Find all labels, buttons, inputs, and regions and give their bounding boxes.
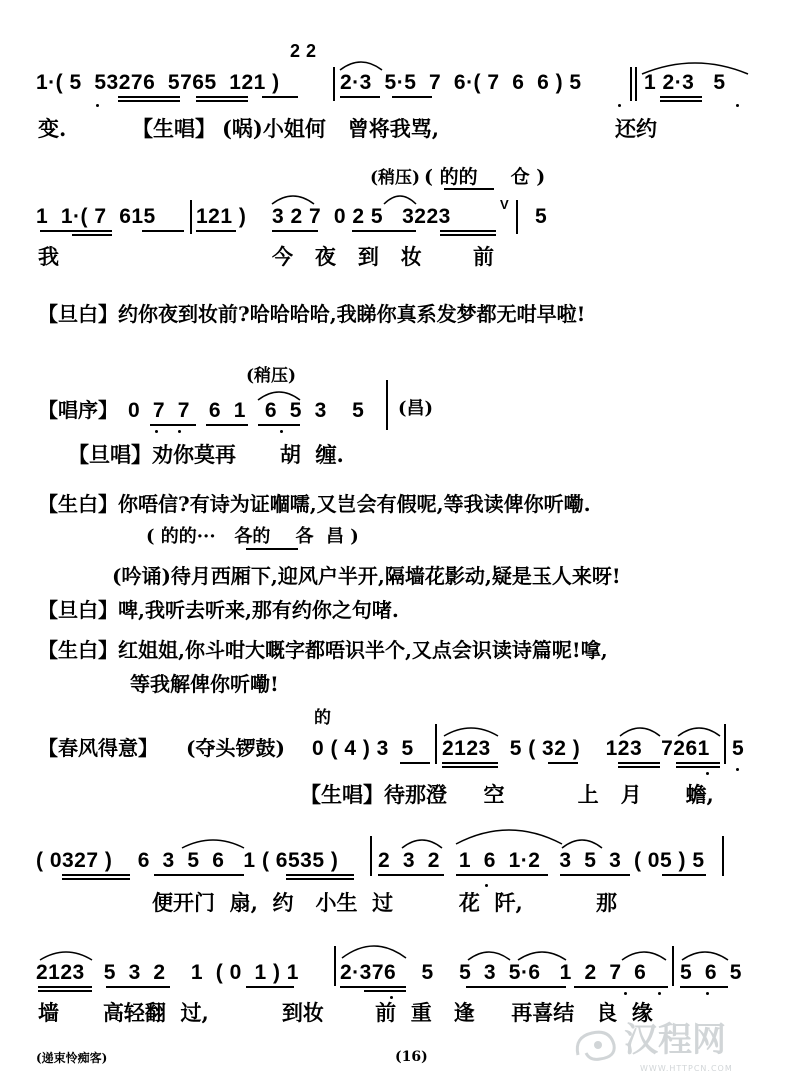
slur [618, 722, 662, 738]
notation-5a: ( 0327 ) 6 3 5 6 1 ( 6535 ) [36, 849, 339, 872]
beam [340, 986, 406, 988]
beam [40, 230, 112, 232]
low-dot [624, 992, 627, 995]
gong-cue: (夺头锣鼓) [186, 736, 285, 760]
beam [676, 766, 720, 768]
mark-di: 的 [314, 708, 331, 728]
slur [382, 190, 418, 206]
lyrics-1a: 变. [38, 116, 67, 141]
beam [548, 762, 578, 764]
low-dot [96, 104, 99, 107]
dialog-role: 【旦白】 [38, 598, 118, 622]
role-tag: 【生唱】 [300, 782, 384, 807]
dialog-text-cont: 等我解俾你听嘞! [130, 672, 279, 696]
dialog-role: 【旦白】 [38, 302, 118, 326]
page-number: (16) [395, 1049, 428, 1065]
notation-2c: 3 2 7 0 2 5 3223 [272, 205, 451, 228]
tune-title: 【春风得意】 [38, 736, 158, 760]
slur [466, 946, 512, 962]
notation-4b: 2123 5 ( 32 ) 123 7261 [442, 737, 710, 760]
beam [196, 230, 236, 232]
lyrics-3: 劝你莫再 胡 缠. [152, 442, 344, 467]
lyrics-2a: 我 [38, 244, 59, 269]
notation-1b: 2·3 5·5 7 6·( 7 6 6 ) 5 [340, 71, 582, 94]
beam [662, 874, 706, 876]
beam [246, 548, 298, 550]
beam [106, 986, 170, 988]
beam [574, 986, 668, 988]
watermark-logo: 汉程网 [624, 1020, 726, 1060]
beam [262, 96, 298, 98]
role-tag: 【生唱】 [132, 116, 216, 141]
slur [676, 722, 722, 738]
beam [444, 188, 494, 190]
low-dot [178, 430, 181, 433]
dialog-role: 【生白】 [38, 492, 118, 516]
barline [672, 946, 674, 986]
slur [516, 946, 568, 962]
watermark-logo-icon [570, 1025, 620, 1065]
beam [676, 762, 720, 764]
top-marks: 2 2 [290, 41, 317, 61]
slur [270, 190, 316, 206]
slur [680, 946, 730, 962]
low-dot [658, 992, 661, 995]
tail-chang: (昌) [398, 398, 434, 419]
barline [370, 836, 372, 876]
beam [340, 96, 380, 98]
notation-1a: 1·( 5 53276 5765 121 ) [36, 71, 280, 94]
breath-mark: V [500, 197, 510, 212]
notation-6c: 5 6 5 [680, 961, 742, 984]
notation-6b: 2·376 5 5 3 5·6 1 2 7 6 [340, 961, 647, 984]
low-dot [736, 768, 739, 771]
beam [618, 762, 660, 764]
beam [364, 990, 406, 992]
slur [256, 386, 302, 402]
barline [333, 67, 335, 101]
cue-shaya: (稍压) [370, 168, 421, 188]
recite-text: (吟诵)待月西厢下,迎风户半开,隔墙花影动,疑是玉人来呀! [112, 564, 621, 588]
beam [392, 96, 432, 98]
cue-gong: ( 的的 仓 ) [424, 166, 546, 188]
beam [150, 424, 196, 426]
notation-5b: 2 3 2 1 6 1·2 3 5 3 ( 05 ) 5 [378, 849, 705, 872]
beam [466, 986, 566, 988]
beam [618, 766, 660, 768]
beam [456, 874, 548, 876]
beam [246, 986, 294, 988]
beam [72, 234, 112, 236]
beam [286, 874, 354, 876]
dialog-role: 【生白】 [38, 638, 118, 662]
barline [635, 67, 637, 101]
notation-2d: 5 [535, 205, 548, 228]
footer-left: (递束怜痴客) [36, 1051, 108, 1065]
barline [724, 724, 726, 764]
beam [440, 230, 496, 232]
beam [560, 874, 630, 876]
beam [286, 878, 354, 880]
barline [516, 200, 518, 234]
beam [258, 424, 300, 426]
cue-shaya: (稍压) [246, 366, 297, 386]
low-dot [706, 772, 709, 775]
beam [440, 234, 496, 236]
barline [435, 724, 437, 764]
low-dot [736, 104, 739, 107]
dialog-text: 红姐姐,你斗咁大嘅字都唔识半个,又点会识读诗篇呢!嗱, [118, 638, 608, 662]
barline [386, 380, 388, 430]
role-tag: 【唱序】 [38, 398, 118, 422]
slur [180, 834, 246, 850]
beam [400, 762, 430, 764]
beam [378, 874, 444, 876]
lyrics-5: 便开门 扇, 约 小生 过 花 阡, 那 [152, 890, 617, 915]
low-dot [390, 996, 393, 999]
beam [442, 762, 498, 764]
beam [680, 986, 728, 988]
barline [190, 200, 192, 234]
beam [660, 100, 702, 102]
beam [442, 766, 498, 768]
watermark [570, 1019, 780, 1079]
barline [630, 67, 632, 101]
slur [340, 940, 408, 960]
notation-4c: 5 [732, 737, 745, 760]
beam [118, 96, 180, 98]
gong-cue: ( 的的··· 各的 各 昌 ) [146, 526, 359, 547]
beam [196, 100, 248, 102]
dialog-text: 你唔信?有诗为证嗰嚅,又岂会有假呢,等我读俾你听嘞. [118, 492, 591, 516]
beam [38, 990, 92, 992]
slur [400, 834, 444, 850]
lyrics-6: 墙 高轻翻 过, 到妆 前 重 逢 再喜结 良 缘 [38, 1000, 653, 1025]
beam [352, 230, 416, 232]
low-dot [280, 430, 283, 433]
low-dot [155, 430, 158, 433]
slur [38, 946, 94, 962]
notation-1c: 1 2·3 5 [644, 71, 726, 94]
notation-4a: 0 ( 4 ) 3 5 [312, 737, 414, 760]
barline [722, 836, 724, 876]
notation-2b: 121 ) [196, 205, 247, 228]
beam [62, 874, 130, 876]
lyrics-1c: 还约 [615, 116, 657, 141]
lyrics-1b: (㖞)小姐何 曾将我骂, [222, 116, 440, 141]
notation-6a: 2123 5 3 2 1 ( 0 1 ) 1 [36, 961, 299, 984]
barline [334, 946, 336, 986]
dialog-text: 啤,我听去听来,那有约你之句啫. [118, 598, 399, 622]
low-dot [618, 104, 621, 107]
notation-2a: 1 1·( 7 615 [36, 205, 156, 228]
low-dot [706, 992, 709, 995]
low-dot [485, 884, 488, 887]
beam [142, 230, 184, 232]
beam [660, 96, 702, 98]
beam [118, 100, 180, 102]
beam [38, 986, 92, 988]
slur [620, 946, 668, 962]
slur [640, 58, 750, 76]
slur [560, 834, 604, 850]
slur [454, 824, 564, 846]
notation-3: 0 7 7 6 1 6 5 3 5 [128, 399, 365, 422]
beam [272, 230, 318, 232]
lyrics-2b: 今 夜 到 妆 前 [272, 244, 494, 269]
role-tag: 【旦唱】 [68, 442, 152, 467]
lyrics-4: 待那澄 空 上 月 蟾, [384, 782, 714, 807]
beam [62, 878, 130, 880]
beam [196, 96, 248, 98]
beam [206, 424, 248, 426]
beam [154, 874, 244, 876]
dialog-text: 约你夜到妆前?哈哈哈哈,我睇你真系发梦都无咁早啦! [118, 302, 586, 326]
slur [442, 722, 500, 738]
watermark-url: WWW.HTTPCN.COM [640, 1064, 733, 1073]
slur [338, 56, 384, 72]
